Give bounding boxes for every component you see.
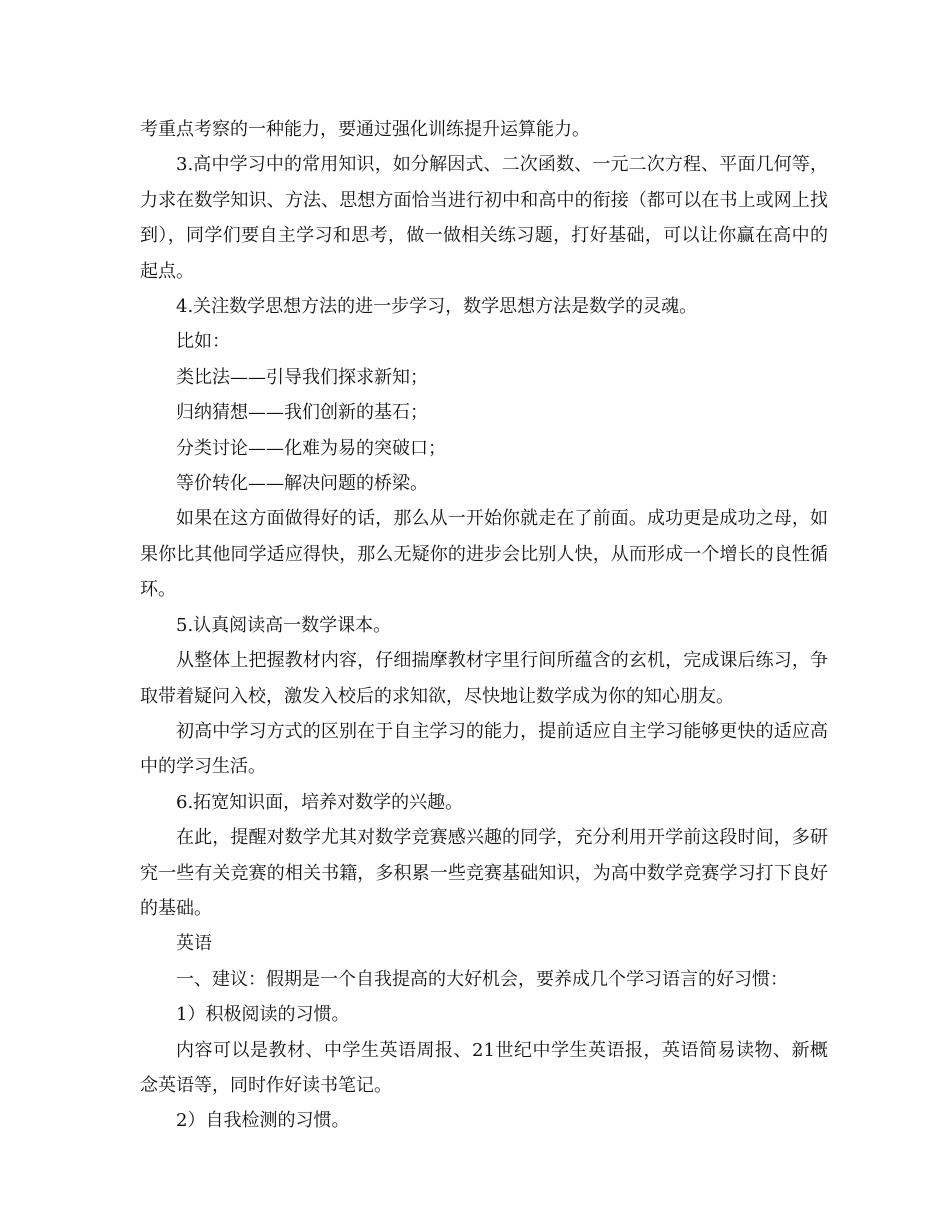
- paragraph-math-tip-3: 3.高中学习中的常用知识，如分解因式、二次函数、一元二次方程、平面几何等，力求在数学知识、方法、思想方面恰当进行初中和高中的衔接（都可以在书上或网上找到），同学们要自主学习和思考，做一做相关练习题，打好基础，可以让你赢在高中的起点。: [140, 154, 828, 282]
- paragraph-method-classification: 分类讨论——化难为易的突破口；: [176, 437, 446, 459]
- paragraph-success: 如果在这方面做得好的话，那么从一开始你就走在了前面。成功更是成功之母，如果你比其他同学适应得快，那么无疑你的进步会比别人快，从而形成一个增长的良性循环。: [140, 508, 828, 601]
- paragraph-reading-content: 内容可以是教材、中学生英语周报、21世纪中学生英语报，英语简易读物、新概念英语等，同时作好读书笔记。: [140, 1039, 828, 1096]
- paragraph-math-tip-6: 6.拓宽知识面，培养对数学的兴趣。: [176, 791, 464, 813]
- paragraph-method-equivalence: 等价转化——解决问题的桥梁。: [176, 473, 428, 495]
- paragraph-english-advice: 一、建议：假期是一个自我提高的大好机会，要养成几个学习语言的好习惯：: [176, 968, 788, 990]
- paragraph-math-tip-5: 5.认真阅读高一数学课本。: [176, 614, 392, 636]
- paragraph-for-example: 比如：: [176, 331, 230, 353]
- paragraph-self-check-habit: 2）自我检测的习惯。: [176, 1110, 350, 1132]
- paragraph-self-study: 初高中学习方式的区别在于自主学习的能力，提前适应自主学习能够更快的适应高中的学习生活。: [140, 720, 828, 778]
- document-body: [140, 112, 828, 1139]
- paragraph-textbook: 从整体上把握教材内容，仔细揣摩教材字里行间所蕴含的玄机，完成课后练习，争取带着疑问入校，激发入校后的求知欲，尽快地让数学成为你的知心朋友。: [140, 650, 828, 707]
- section-heading-english: 英语: [176, 933, 212, 955]
- paragraph-competition: 在此，提醒对数学尤其对数学竞赛感兴趣的同学，充分利用开学前这段时间，多研究一些有关竞赛的相关书籍，多积累一些竞赛基础知识，为高中数学竞赛学习打下良好的基础。: [140, 827, 828, 919]
- paragraph-math-tip-4: 4.关注数学思想方法的进一步学习，数学思想方法是数学的灵魂。: [176, 296, 698, 318]
- paragraph-reading-habit: 1）积极阅读的习惯。: [176, 1004, 350, 1026]
- paragraph-continuation: 考重点考察的一种能力，要通过强化训练提升运算能力。: [140, 119, 590, 140]
- paragraph-method-induction: 归纳猜想——我们创新的基石；: [176, 402, 428, 424]
- paragraph-method-analogy: 类比法——引导我们探求新知；: [176, 366, 428, 388]
